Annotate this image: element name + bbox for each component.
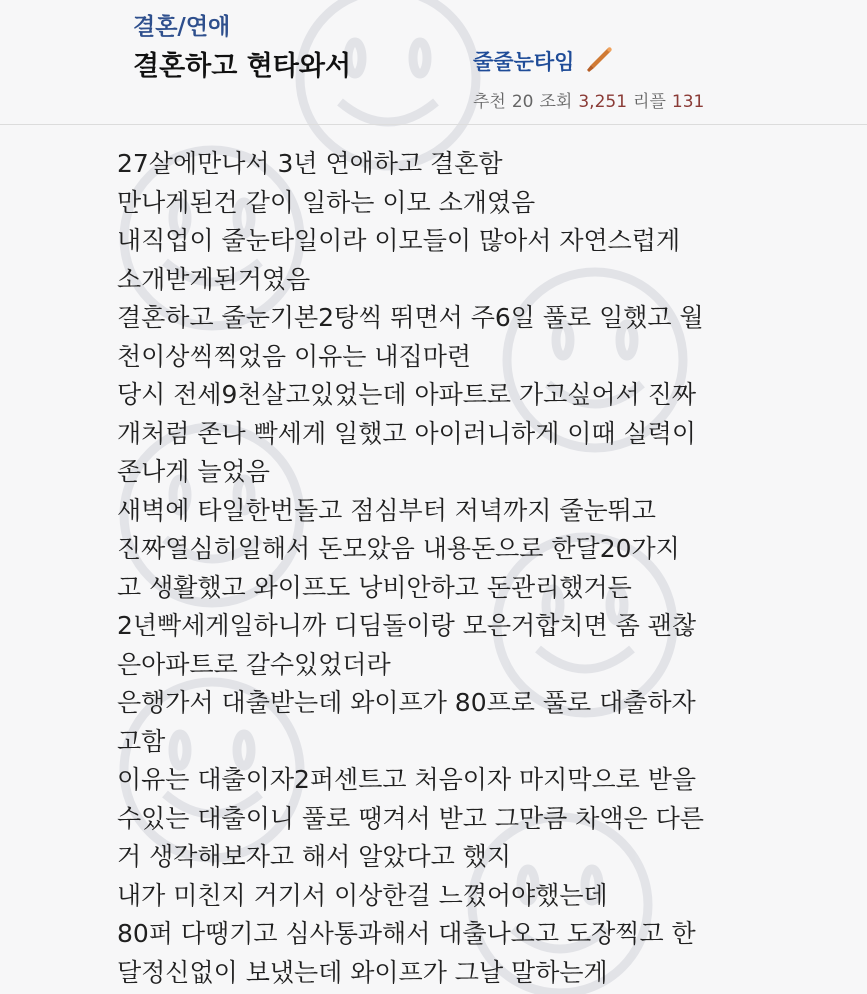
body-line: 내직업이 줄눈타일이라 이모들이 많아서 자연스럽게	[117, 226, 681, 255]
grout-tool-icon	[584, 44, 614, 78]
post-stats	[473, 87, 704, 112]
recommend-label: 추천	[473, 92, 506, 112]
body-line: 새벽에 타일한번돌고 점심부터 저녁까지 줄눈뛰고	[117, 495, 656, 525]
body-line: 2년빡세게일하니까 디딤돌이랑 모은거합치면 좀 괜찮	[117, 611, 696, 640]
body-line: 이유는 대출이자2퍼센트고 처음이자 마지막으로 받을	[117, 765, 696, 794]
post-body	[117, 145, 737, 992]
body-line: 수있는 대출이니 풀로 땡겨서 받고 그만큼 차액은 다른	[117, 803, 704, 833]
author-name[interactable]: 줄줄눈타임	[473, 50, 575, 74]
body-line: 은행가서 대출받는데 와이프가 80프로 풀로 대출하자	[117, 688, 696, 717]
views-label: 조회	[539, 92, 573, 112]
body-line: 27살에만나서 3년 연애하고 결혼함	[117, 149, 503, 178]
body-line: 천이상씩찍었음 이유는 내집마련	[117, 341, 471, 371]
body-line: 고함	[117, 726, 166, 756]
body-line: 은아파트로 갈수있었더라	[117, 649, 391, 679]
body-line: 당시 전세9천살고있었는데 아파트로 가고싶어서 진짜	[117, 380, 696, 409]
author-block[interactable]	[473, 44, 614, 78]
board-category-link[interactable]: 결혼/연애	[133, 14, 231, 40]
body-line: 80퍼 다땡기고 심사통과해서 대출나오고 도장찍고 한	[117, 919, 696, 948]
body-line: 달정신없이 보냈는데 와이프가 그날 말하는게	[117, 957, 608, 987]
body-line: 내가 미친지 거기서 이상한걸 느꼈어야했는데	[117, 880, 608, 910]
replies-label: 리플	[633, 92, 666, 112]
body-line: 거 생각해보자고 해서 알았다고 했지	[117, 842, 512, 871]
recommend-count: 20	[511, 92, 534, 112]
post-header	[0, 0, 867, 125]
body-line: 결혼하고 줄눈기본2탕씩 뛰면서 주6일 풀로 일했고 월	[117, 303, 704, 332]
views-count: 3,251	[578, 92, 628, 112]
post-title: 결혼하고 현타와서	[133, 51, 352, 82]
replies-count: 131	[671, 92, 705, 112]
body-line: 고 생활했고 와이프도 낭비안하고 돈관리했거든	[117, 572, 632, 602]
body-line: 만나게된건 같이 일하는 이모 소개였음	[117, 187, 536, 217]
body-line: 소개받게된거였음	[117, 264, 311, 294]
body-line: 존나게 늘었음	[117, 457, 270, 486]
body-line: 개처럼 존나 빡세게 일했고 아이러니하게 이때 실력이	[117, 418, 696, 448]
body-line: 진짜열심히일해서 돈모았음 내용돈으로 한달20가지	[117, 534, 680, 563]
